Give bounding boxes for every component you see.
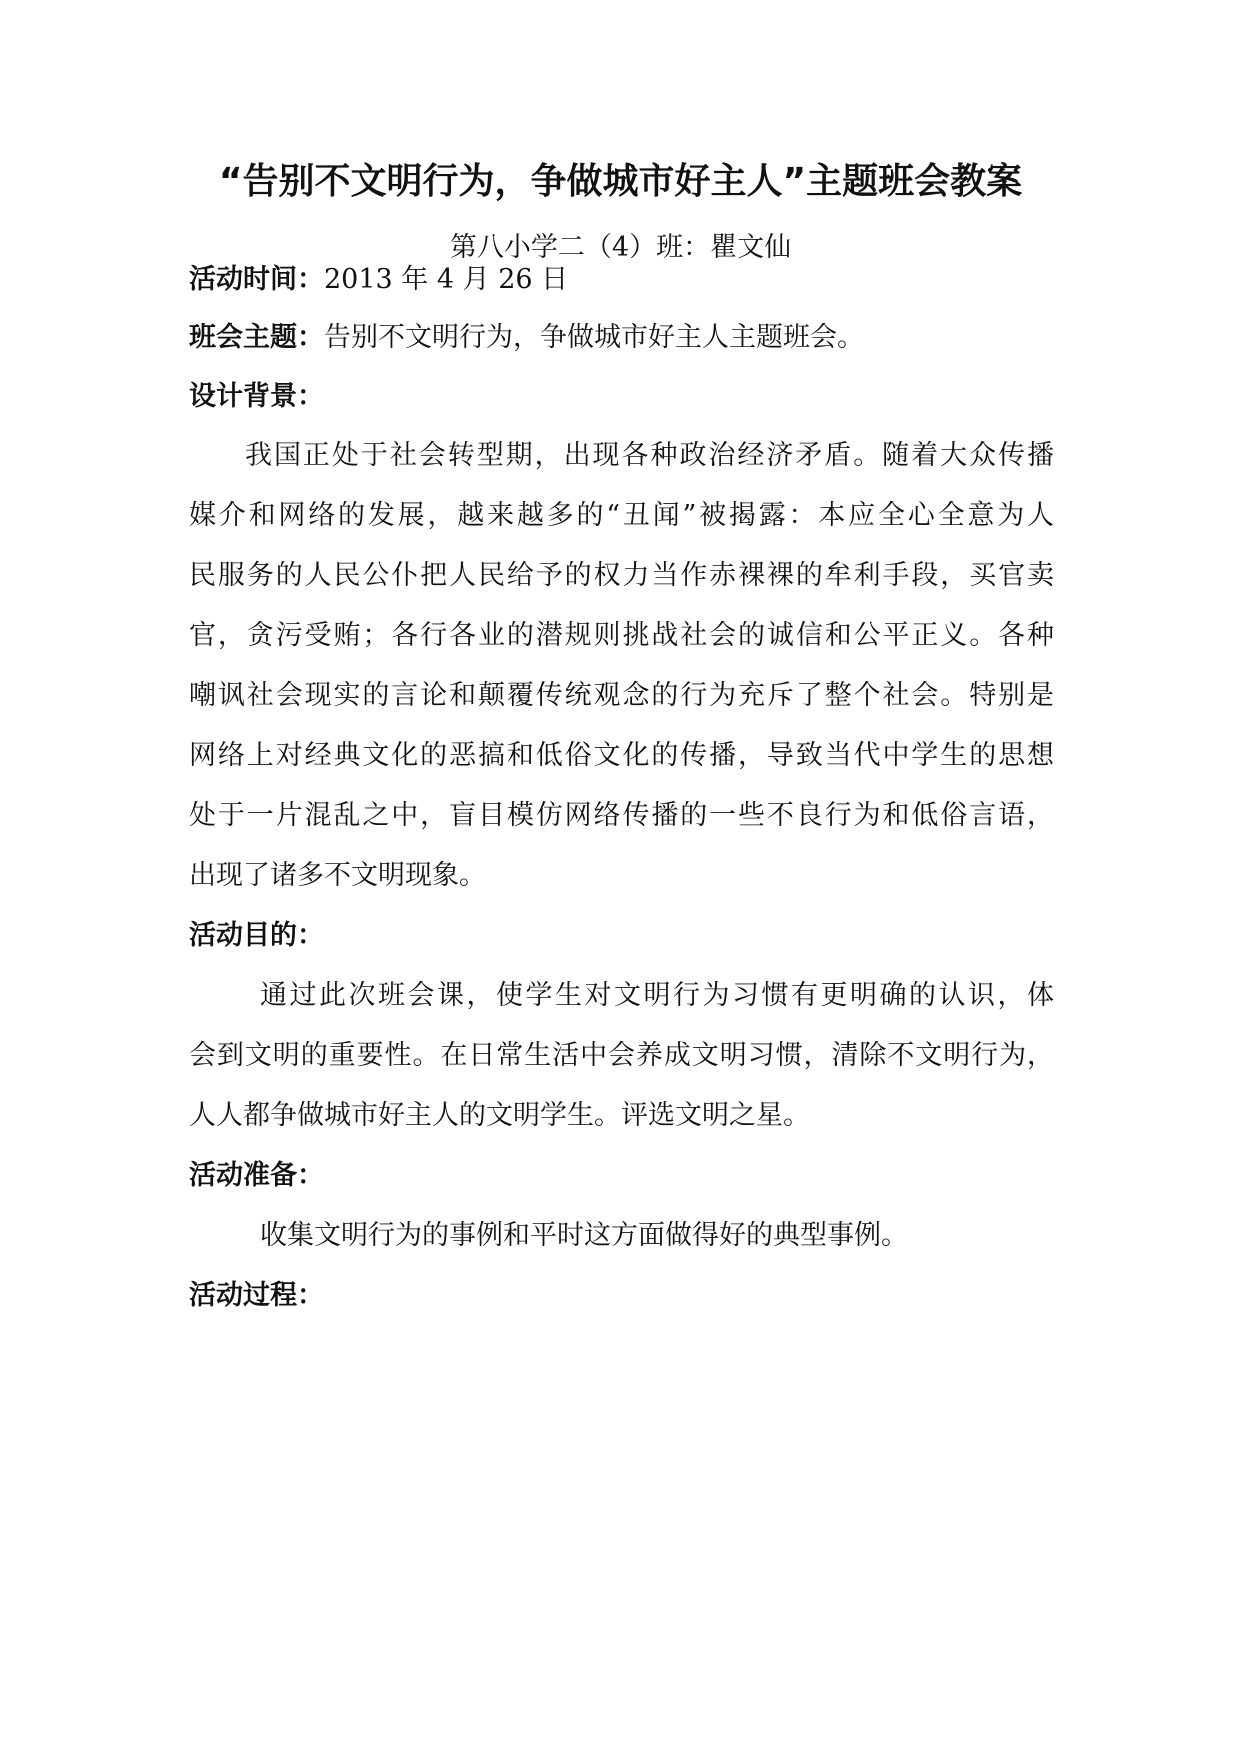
background-line: 网络上对经典文化的恶搞和低俗文化的传播，导致当代中学生的思想 [189, 740, 1054, 771]
theme-row [189, 318, 864, 358]
activity-time-row [189, 260, 568, 300]
purpose-line: 会到文明的重要性。在日常生活中会养成文明习惯，清除不文明行为， [189, 1040, 1054, 1071]
purpose-line: 通过此次班会课，使学生对文明行为习惯有更明确的认识，体 [260, 980, 1054, 1011]
background-line: 嘲讽社会现实的言论和颠覆传统观念的行为充斥了整个社会。特别是 [189, 680, 1054, 711]
theme-label: 班会主题： [189, 322, 324, 353]
theme-value: 告别不文明行为，争做城市好主人主题班会。 [324, 322, 864, 353]
background-line: 出现了诸多不文明现象。 [189, 860, 486, 891]
purpose-line: 人人都争做城市好主人的文明学生。评选文明之星。 [189, 1100, 810, 1131]
purpose-heading: 活动目的： [189, 920, 324, 951]
preparation-line: 收集文明行为的事例和平时这方面做得好的典型事例。 [260, 1220, 908, 1251]
activity-time-value: 2013 年 4 月 26 日 [324, 264, 569, 295]
background-line: 官，贪污受贿；各行各业的潜规则挑战社会的诚信和公平正义。各种 [189, 620, 1054, 651]
author-line: 第八小学二（4）班：瞿文仙 [449, 232, 792, 263]
process-heading: 活动过程： [189, 1280, 324, 1311]
preparation-heading: 活动准备： [189, 1160, 324, 1191]
background-heading: 设计背景： [189, 381, 324, 412]
document-title: “告别不文明行为，争做城市好主人”主题班会教案 [218, 161, 1023, 202]
activity-time-label: 活动时间： [189, 264, 324, 295]
background-line: 我国正处于社会转型期，出现各种政治经济矛盾。随着大众传播 [245, 440, 1054, 471]
background-line: 媒介和网络的发展，越来越多的“丑闻”被揭露：本应全心全意为人 [189, 500, 1054, 531]
background-line: 处于一片混乱之中，盲目模仿网络传播的一些不良行为和低俗言语， [189, 800, 1054, 831]
background-line: 民服务的人民公仆把人民给予的权力当作赤裸裸的牟利手段，买官卖 [189, 560, 1054, 591]
